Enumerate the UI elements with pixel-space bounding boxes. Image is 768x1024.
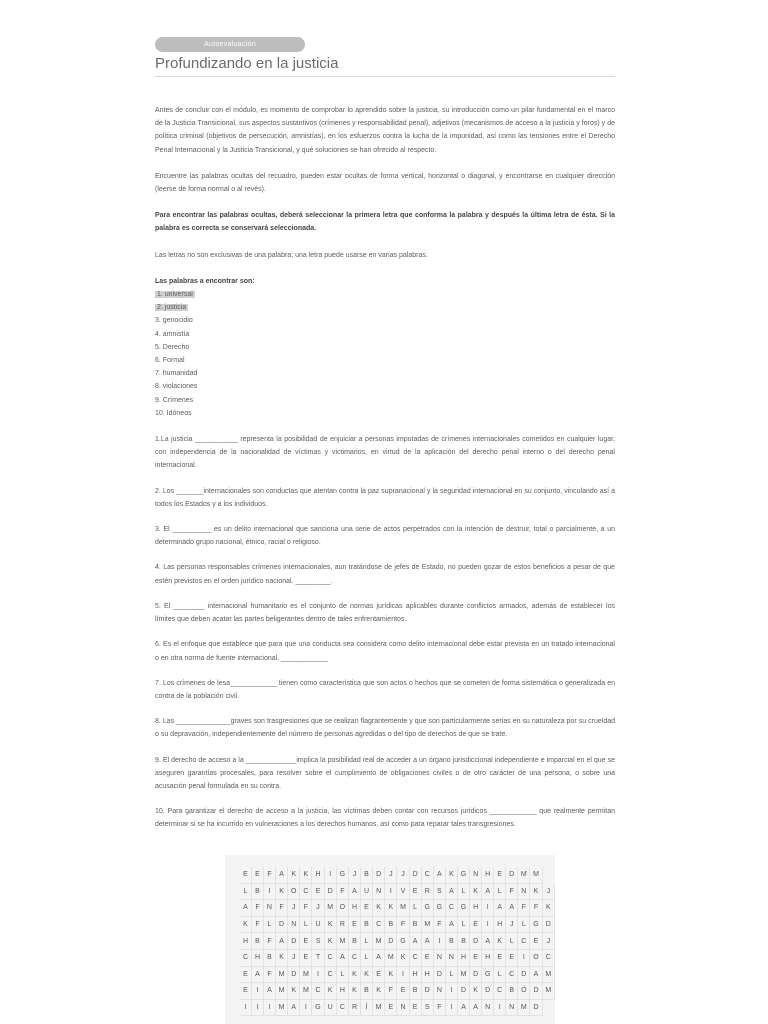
grid-letter-cell[interactable]: C	[409, 949, 421, 966]
grid-letter-cell[interactable]: D	[275, 916, 287, 933]
grid-letter-cell[interactable]: G	[397, 933, 409, 950]
grid-letter-cell[interactable]: L	[457, 883, 469, 900]
activity-content	[155, 104, 615, 844]
grid-letter-cell[interactable]: A	[372, 949, 384, 966]
grid-letter-cell[interactable]: K	[372, 983, 384, 1000]
grid-letter-cell[interactable]: F	[530, 900, 542, 917]
grid-letter-cell[interactable]: E	[349, 916, 361, 933]
grid-letter-cell[interactable]: I	[385, 883, 397, 900]
grid-letter-cell[interactable]: N	[433, 949, 445, 966]
grid-letter-cell[interactable]: D	[385, 933, 397, 950]
grid-letter-cell[interactable]: K	[275, 949, 287, 966]
grid-letter-cell[interactable]: A	[275, 867, 287, 883]
word-search-panel	[225, 855, 555, 1024]
grid-letter-cell[interactable]: D	[433, 966, 445, 983]
word-item	[155, 288, 615, 301]
grid-letter-cell[interactable]: A	[494, 900, 506, 917]
grid-letter-cell[interactable]: A	[288, 999, 300, 1016]
grid-letter-cell[interactable]: E	[470, 916, 482, 933]
grid-letter-cell[interactable]: Ó	[518, 983, 530, 1000]
word-item-found: 2. justicia	[157, 304, 187, 312]
question-2: 2. Los _______internacionales son conductas que atentan contra la paz supranacional y la seguridad internacional en su conjunto, vinculando así a todos los Estados y a los individuos.	[155, 487, 615, 508]
grid-letter-cell[interactable]: J	[288, 900, 300, 917]
grid-letter-cell[interactable]: K	[324, 916, 336, 933]
grid-letter-cell[interactable]: C	[421, 867, 433, 883]
word-item: 3. genocidio	[155, 317, 193, 325]
grid-row	[240, 983, 555, 1000]
grid-letter-cell[interactable]: E	[494, 949, 506, 966]
grid-letter-cell[interactable]: C	[542, 949, 554, 966]
grid-letter-cell[interactable]: J	[312, 900, 324, 917]
grid-letter-cell[interactable]: K	[372, 900, 384, 917]
grid-letter-cell[interactable]: C	[240, 949, 251, 966]
grid-letter-cell[interactable]: D	[372, 867, 384, 883]
question-5: 5. El ________ internacional humanitario es el conjunto de normas jurídicas aplicables durante conflictos armados, además de establecer los límites que deben acatar las partes beligerantes dentro de tales enfrentamientos.	[155, 602, 615, 624]
grid-letter-cell[interactable]: C	[518, 933, 530, 950]
grid-letter-cell[interactable]: E	[530, 933, 542, 950]
grid-letter-cell[interactable]: M	[397, 900, 409, 917]
grid-letter-cell[interactable]: K	[445, 867, 457, 883]
grid-row	[240, 900, 555, 917]
grid-letter-cell[interactable]: V	[397, 883, 409, 900]
grid-letter-cell[interactable]: B	[361, 867, 373, 883]
grid-letter-cell[interactable]: B	[263, 949, 275, 966]
grid-letter-cell[interactable]: M	[542, 983, 554, 1000]
grid-letter-cell[interactable]: F	[251, 900, 263, 917]
grid-letter-cell[interactable]: G	[312, 999, 324, 1016]
intro-paragraph: Antes de concluir con el módulo, es momento de comprobar lo aprendido sobre la justicia, su introducción como un pilar fundamental en el marco de la Justicia Transicional, sus aspectos sustantivos (crímenes y responsabilidad penal), adjetivos (mecanismos de acceso a la justicia y foros) y de política criminal (objetivos de persecución, amnistías), en los esfuerzos contra la lucha de la impunidad, así como las tensiones entre el Derecho Penal Internacional y la Justicia Transicional, y qué soluciones se han ofrecido al respecto.	[155, 107, 615, 154]
grid-letter-cell[interactable]: D	[506, 867, 518, 883]
grid-letter-cell[interactable]: H	[336, 983, 348, 1000]
grid-letter-cell[interactable]: B	[506, 983, 518, 1000]
grid-letter-cell[interactable]: O	[288, 883, 300, 900]
grid-letter-cell[interactable]: B	[409, 916, 421, 933]
grid-letter-cell[interactable]: N	[372, 883, 384, 900]
grid-letter-cell[interactable]: L	[361, 949, 373, 966]
word-item: 9. Crímenes	[155, 396, 194, 404]
grid-letter-cell[interactable]: B	[349, 933, 361, 950]
grid-letter-cell[interactable]: F	[397, 916, 409, 933]
grid-letter-cell[interactable]: S	[312, 933, 324, 950]
grid-letter-cell[interactable]: I	[494, 999, 506, 1016]
grid-letter-cell[interactable]: E	[240, 983, 251, 1000]
question-3: 3. El __________ es un delito internacional que sanciona una serie de actos perpetrados con la intención de destruir, total o parcialmente, a un determinado grupo nacional, étnico, racial o religioso.	[155, 526, 615, 547]
grid-letter-cell[interactable]: I	[251, 983, 263, 1000]
grid-letter-cell[interactable]: L	[409, 900, 421, 917]
grid-letter-cell[interactable]: M	[542, 966, 554, 983]
grid-letter-cell[interactable]: B	[457, 933, 469, 950]
grid-letter-cell[interactable]: K	[470, 883, 482, 900]
word-list	[155, 288, 615, 420]
grid-letter-cell[interactable]: M	[530, 867, 542, 883]
grid-letter-cell[interactable]: F	[336, 883, 348, 900]
grid-letter-cell[interactable]: M	[324, 900, 336, 917]
grid-letter-cell[interactable]: I	[251, 999, 263, 1016]
grid-letter-cell[interactable]: D	[457, 983, 469, 1000]
grid-letter-cell[interactable]: J	[385, 867, 397, 883]
grid-letter-cell[interactable]: E	[240, 867, 251, 883]
grid-letter-cell[interactable]: E	[361, 900, 373, 917]
grid-letter-cell[interactable]: N	[288, 916, 300, 933]
word-search-grid	[240, 867, 555, 1016]
grid-letter-cell[interactable]: F	[433, 916, 445, 933]
grid-letter-cell[interactable]: O	[530, 949, 542, 966]
grid-letter-cell[interactable]: L	[494, 966, 506, 983]
grid-letter-cell[interactable]: G	[530, 916, 542, 933]
grid-letter-cell[interactable]: K	[397, 949, 409, 966]
question-9: 9. El derecho de acceso a la _____________implica la posibilidad real de acceder a un órgano jurisdiccional independiente e imparcial en el que se aseguren garantías procesales, para resolver sobre el cumplimiento de obligaciones civiles o de otro carácter de una persona, o sobre una acusación penal formulada en su contra.	[155, 756, 615, 790]
grid-letter-cell[interactable]: I	[263, 883, 275, 900]
grid-row	[240, 933, 555, 950]
grid-letter-cell[interactable]: F	[433, 999, 445, 1016]
grid-letter-cell[interactable]: U	[312, 916, 324, 933]
grid-letter-cell[interactable]: F	[275, 900, 287, 917]
word-item: 6. Formal	[155, 357, 185, 365]
grid-letter-cell[interactable]: N	[482, 999, 494, 1016]
grid-letter-cell[interactable]: I	[300, 999, 312, 1016]
grid-letter-cell[interactable]: A	[251, 966, 263, 983]
grid-letter-cell[interactable]: I	[397, 966, 409, 983]
grid-letter-cell[interactable]: H	[494, 916, 506, 933]
grid-row	[240, 949, 555, 966]
grid-letter-cell[interactable]: A	[506, 900, 518, 917]
grid-letter-cell[interactable]: K	[288, 867, 300, 883]
grid-letter-cell[interactable]: M	[275, 966, 287, 983]
grid-letter-cell[interactable]: K	[324, 983, 336, 1000]
grid-letter-cell[interactable]: A	[433, 867, 445, 883]
grid-letter-cell[interactable]: M	[518, 999, 530, 1016]
grid-letter-cell[interactable]: I	[240, 999, 251, 1016]
grid-letter-cell[interactable]: K	[530, 883, 542, 900]
grid-letter-cell[interactable]: E	[506, 949, 518, 966]
grid-letter-cell[interactable]: A	[530, 966, 542, 983]
grid-letter-cell[interactable]: H	[470, 900, 482, 917]
grid-letter-cell[interactable]: K	[494, 933, 506, 950]
grid-letter-cell[interactable]: K	[349, 966, 361, 983]
grid-letter-cell[interactable]: S	[421, 999, 433, 1016]
grid-letter-cell[interactable]: L	[263, 916, 275, 933]
grid-letter-cell[interactable]: N	[445, 949, 457, 966]
grid-letter-cell[interactable]: E	[372, 966, 384, 983]
grid-letter-cell[interactable]: D	[470, 933, 482, 950]
word-item: 4. amnistía	[155, 330, 190, 338]
grid-row	[240, 966, 555, 983]
grid-row	[240, 999, 555, 1016]
grid-letter-cell[interactable]: L	[361, 933, 373, 950]
grid-letter-cell[interactable]: E	[409, 999, 421, 1016]
grid-letter-cell[interactable]: M	[275, 999, 287, 1016]
grid-letter-cell[interactable]: F	[263, 933, 275, 950]
grid-letter-cell[interactable]: F	[263, 966, 275, 983]
grid-letter-cell[interactable]: J	[542, 933, 554, 950]
grid-letter-cell[interactable]: D	[409, 867, 421, 883]
grid-letter-cell[interactable]: H	[349, 900, 361, 917]
grid-letter-cell[interactable]: C	[312, 983, 324, 1000]
grid-letter-cell[interactable]: C	[349, 949, 361, 966]
grid-letter-cell[interactable]: C	[445, 900, 457, 917]
grid-letter-cell[interactable]: A	[275, 933, 287, 950]
grid-letter-cell[interactable]: E	[300, 933, 312, 950]
grid-letter-cell[interactable]: E	[251, 867, 263, 883]
grid-letter-cell[interactable]: A	[409, 933, 421, 950]
grid-letter-cell[interactable]: K	[288, 983, 300, 1000]
grid-letter-cell[interactable]: I	[482, 916, 494, 933]
grid-letter-cell[interactable]: B	[445, 933, 457, 950]
grid-letter-cell[interactable]: L	[518, 916, 530, 933]
grid-letter-cell[interactable]: E	[421, 949, 433, 966]
grid-row	[240, 916, 555, 933]
grid-letter-cell[interactable]: I	[518, 949, 530, 966]
grid-letter-cell[interactable]: J	[506, 916, 518, 933]
grid-letter-cell[interactable]: A	[421, 933, 433, 950]
grid-letter-cell[interactable]: A	[482, 933, 494, 950]
grid-letter-cell[interactable]: I	[263, 999, 275, 1016]
letters-note: Las letras no son exclusivas de una palabra; una letra puede usarse en varias palabras.	[155, 251, 428, 259]
grid-letter-cell[interactable]: M	[421, 916, 433, 933]
grid-letter-cell[interactable]: U	[361, 883, 373, 900]
grid-letter-cell[interactable]: L	[445, 966, 457, 983]
grid-letter-cell[interactable]: J	[288, 949, 300, 966]
section-badge: Autoevaluación	[155, 37, 305, 52]
grid-row	[240, 883, 555, 900]
grid-letter-cell[interactable]: E	[385, 999, 397, 1016]
grid-letter-cell[interactable]: D	[288, 966, 300, 983]
grid-letter-cell[interactable]: K	[324, 933, 336, 950]
grid-letter-cell[interactable]: K	[300, 867, 312, 883]
grid-letter-cell[interactable]: B	[251, 933, 263, 950]
grid-letter-cell[interactable]: L	[494, 883, 506, 900]
grid-letter-cell[interactable]: C	[372, 916, 384, 933]
word-item-found: 1. universal	[157, 291, 193, 299]
grid-letter-cell[interactable]: A	[457, 999, 469, 1016]
grid-letter-cell[interactable]: B	[385, 916, 397, 933]
grid-letter-cell[interactable]: D	[482, 983, 494, 1000]
grid-letter-cell[interactable]: R	[336, 916, 348, 933]
grid-letter-cell[interactable]: Í	[361, 999, 373, 1016]
word-item: 5. Derecho	[155, 343, 190, 351]
grid-letter-cell[interactable]: E	[409, 883, 421, 900]
grid-letter-cell[interactable]: G	[336, 867, 348, 883]
grid-letter-cell[interactable]: H	[457, 949, 469, 966]
grid-letter-cell[interactable]: D	[421, 983, 433, 1000]
grid-letter-cell[interactable]: I	[445, 999, 457, 1016]
grid-letter-cell[interactable]: D	[470, 966, 482, 983]
grid-letter-cell[interactable]: E	[300, 949, 312, 966]
grid-letter-cell[interactable]: R	[349, 999, 361, 1016]
question-6: 6. Es el enfoque que establece que para que una conducta sea considera como delito internacional debe estar prevista en un tratado internacional o en otra norma de fuente internacional. ____________	[155, 641, 615, 662]
title-divider	[155, 76, 615, 77]
grid-letter-cell[interactable]: F	[518, 900, 530, 917]
grid-letter-cell[interactable]: A	[445, 883, 457, 900]
grid-letter-cell[interactable]: L	[457, 916, 469, 933]
grid-letter-cell[interactable]: N	[518, 883, 530, 900]
grid-letter-cell[interactable]: F	[300, 900, 312, 917]
grid-letter-cell[interactable]: M	[457, 966, 469, 983]
grid-letter-cell[interactable]: M	[336, 933, 348, 950]
grid-letter-cell[interactable]: M	[372, 933, 384, 950]
grid-letter-cell[interactable]: B	[361, 916, 373, 933]
grid-letter-cell[interactable]: N	[397, 999, 409, 1016]
grid-letter-cell[interactable]: M	[518, 867, 530, 883]
grid-letter-cell[interactable]: A	[336, 949, 348, 966]
grid-letter-cell[interactable]: I	[324, 867, 336, 883]
grid-letter-cell[interactable]: A	[349, 883, 361, 900]
grid-letter-cell[interactable]: I	[433, 933, 445, 950]
question-7: 7. Los crímenes de lesa____________ tienen como característica que son actos o hechos que se cometen de forma sistemática o generalizada en contra de la población civil.	[155, 679, 615, 700]
grid-letter-cell[interactable]: D	[324, 883, 336, 900]
grid-letter-cell[interactable]: J	[542, 883, 554, 900]
grid-letter-cell[interactable]: F	[251, 916, 263, 933]
grid-letter-cell[interactable]: H	[251, 949, 263, 966]
grid-letter-cell[interactable]: B	[409, 983, 421, 1000]
grid-letter-cell[interactable]: T	[312, 949, 324, 966]
grid-letter-cell[interactable]: F	[385, 983, 397, 1000]
question-1: 1.La justicia ___________ representa la posibilidad de enjuiciar a personas imputadas de crímenes internacionales cometidos en cualquier lugar, con independencia de la nacionalidad de víctimas y victimarios, en virtud de la aplicación del derecho penal interno o del derecho penal internacional.	[155, 436, 615, 470]
grid-letter-cell[interactable]: A	[482, 883, 494, 900]
grid-letter-cell[interactable]: E	[240, 966, 251, 983]
grid-letter-cell[interactable]: H	[409, 966, 421, 983]
grid-letter-cell[interactable]: G	[421, 900, 433, 917]
grid-letter-cell[interactable]: L	[300, 916, 312, 933]
grid-letter-cell[interactable]: N	[506, 999, 518, 1016]
grid-letter-cell[interactable]: K	[542, 900, 554, 917]
grid-letter-cell[interactable]: M	[385, 949, 397, 966]
grid-letter-cell[interactable]: O	[336, 900, 348, 917]
grid-letter-cell[interactable]: R	[421, 883, 433, 900]
page-title: Profundizando en la justicia	[155, 55, 339, 72]
grid-letter-cell[interactable]: C	[336, 999, 348, 1016]
grid-letter-cell[interactable]: M	[300, 983, 312, 1000]
question-8: 8. Las ______________graves son trasgresiones que se realizan flagrantemente y que son particularmente serias en su naturaleza por su crueldad o su depravación, independientemente del número de personas agredidas o del tipo de derechos de que se trate.	[155, 718, 615, 739]
word-item	[155, 301, 615, 314]
grid-letter-cell[interactable]: M	[275, 983, 287, 1000]
grid-letter-cell[interactable]: K	[275, 883, 287, 900]
grid-letter-cell[interactable]: D	[530, 999, 542, 1016]
grid-letter-cell[interactable]: N	[470, 867, 482, 883]
grid-letter-cell[interactable]: K	[385, 900, 397, 917]
grid-letter-cell[interactable]: I	[445, 983, 457, 1000]
word-item: 8. violaciones	[155, 383, 198, 391]
grid-letter-cell[interactable]: G	[433, 900, 445, 917]
grid-letter-cell[interactable]: H	[312, 867, 324, 883]
grid-letter-cell[interactable]: S	[433, 883, 445, 900]
grid-letter-cell[interactable]: I	[482, 900, 494, 917]
grid-letter-cell[interactable]: C	[494, 983, 506, 1000]
grid-letter-cell[interactable]: D	[542, 916, 554, 933]
grid-letter-cell[interactable]: K	[470, 983, 482, 1000]
word-list-heading: Las palabras a encontrar son:	[155, 277, 255, 285]
grid-letter-cell[interactable]: I	[312, 966, 324, 983]
grid-letter-cell[interactable]: B	[251, 883, 263, 900]
grid-letter-cell[interactable]: E	[494, 867, 506, 883]
grid-letter-cell[interactable]: F	[506, 883, 518, 900]
grid-row	[240, 867, 555, 883]
grid-letter-cell[interactable]: A	[263, 983, 275, 1000]
grid-letter-cell[interactable]: G	[457, 867, 469, 883]
word-item: 7. humanidad	[155, 370, 198, 378]
grid-letter-cell[interactable]: E	[470, 949, 482, 966]
grid-letter-cell[interactable]: H	[240, 933, 251, 950]
grid-letter-cell[interactable]: A	[470, 999, 482, 1016]
grid-letter-cell[interactable]: A	[445, 916, 457, 933]
grid-letter-cell[interactable]: J	[349, 867, 361, 883]
grid-letter-cell[interactable]: E	[397, 983, 409, 1000]
grid-letter-cell[interactable]: B	[361, 983, 373, 1000]
grid-letter-cell[interactable]: K	[240, 916, 251, 933]
grid-letter-cell[interactable]: L	[336, 966, 348, 983]
question-10: 10. Para garantizar el derecho de acceso a la justicia, las víctimas deben contar con recursos jurídicos ____________ que realmente permitan determinar si se ha incurrido en vulneraciones a los derechos humanos, así como para reparar tales transgresiones.	[155, 808, 615, 829]
grid-letter-cell[interactable]: M	[372, 999, 384, 1016]
grid-letter-cell[interactable]: J	[397, 867, 409, 883]
grid-letter-cell[interactable]: K	[349, 983, 361, 1000]
grid-letter-cell[interactable]: U	[324, 999, 336, 1016]
grid-letter-cell[interactable]: H	[421, 966, 433, 983]
grid-letter-cell[interactable]: H	[482, 949, 494, 966]
grid-letter-cell[interactable]: D	[530, 983, 542, 1000]
grid-letter-cell[interactable]: M	[300, 966, 312, 983]
grid-letter-cell[interactable]: F	[263, 867, 275, 883]
grid-letter-cell[interactable]: K	[385, 966, 397, 983]
grid-letter-cell[interactable]: G	[457, 900, 469, 917]
grid-letter-cell[interactable]: D	[518, 966, 530, 983]
question-4: 4. Las personas responsables crímenes internacionales, aun tratándose de jefes de Estado, no pueden gozar de estos beneficios a pesar de que estén previstos en el orden jurídico nacional. _________.	[155, 564, 615, 585]
grid-letter-cell[interactable]: A	[240, 900, 251, 917]
instructions-paragraph: Encuentre las palabras ocultas del recuadro, pueden estar ocultas de forma vertical, horizontal o diagonal, y encontrarse en cualquier dirección (leerse de forma normal o al revés).	[155, 172, 615, 194]
grid-letter-cell[interactable]: L	[506, 933, 518, 950]
grid-letter-cell[interactable]: G	[482, 966, 494, 983]
grid-letter-cell[interactable]: C	[506, 966, 518, 983]
grid-letter-cell[interactable]: E	[312, 883, 324, 900]
selection-instructions: Para encontrar las palabras ocultas, deberá seleccionar la primera letra que conforma la palabra y después la última letra de ésta. Si la palabra es correcta se conservará seleccionada.	[155, 212, 615, 233]
grid-letter-cell[interactable]: N	[433, 983, 445, 1000]
grid-letter-cell[interactable]: N	[263, 900, 275, 917]
grid-letter-cell[interactable]: K	[361, 966, 373, 983]
grid-letter-cell[interactable]: H	[482, 867, 494, 883]
grid-letter-cell[interactable]: C	[324, 949, 336, 966]
grid-letter-cell[interactable]: L	[240, 883, 251, 900]
grid-letter-cell[interactable]: C	[324, 966, 336, 983]
grid-letter-cell[interactable]: D	[288, 933, 300, 950]
word-item: 10. Idóneos	[155, 409, 192, 417]
grid-letter-cell[interactable]: C	[300, 883, 312, 900]
